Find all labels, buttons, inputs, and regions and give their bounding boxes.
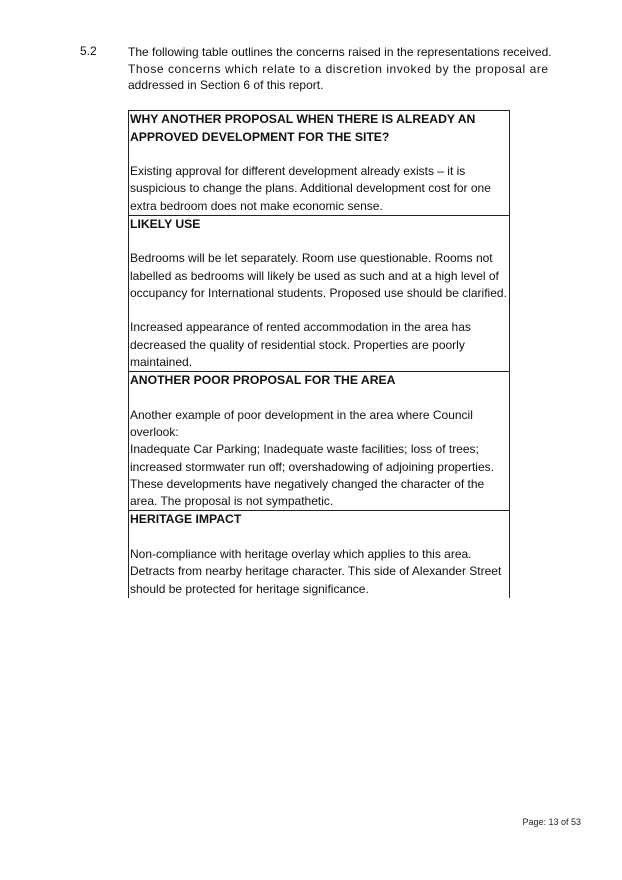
row-3-heading: ANOTHER POOR PROPOSAL FOR THE AREA [130,373,396,388]
concerns-table [128,110,510,598]
table-row-2 [129,216,509,372]
row-1-paragraph-1: Existing approval for different development already exists – it is suspicious to change the plans. Additional development cost for one extra bedroom does not make economic sense. [130,164,491,213]
section-number: 5.2 [80,44,97,58]
row-2-heading: LIKELY USE [130,216,201,231]
row-3-paragraph-1: Another example of poor development in the area where Council overlook: [130,407,473,439]
row-1-heading [129,111,509,146]
page-number: Page: 13 of 53 [522,817,581,827]
intro-line-3: addressed in Section 6 of this report. [128,78,324,92]
row-1-heading-line-1: WHY ANOTHER PROPOSAL WHEN THERE IS ALREADY AN [130,112,476,126]
row-3-paragraph-2: Inadequate Car Parking; Inadequate waste facilities; loss of trees; increased stormwater run off; overshadowing of adjoining properties. These developments have negatively changed the character of the area. The proposal is not sympathetic. [130,442,494,509]
row-2-paragraph-1: Bedrooms will be let separately. Room use questionable. Rooms not labelled as bedrooms will likely be used as such and at a high level of occupancy for International students. Proposed use should be clarified. [130,251,507,300]
row-1-heading-line-2: APPROVED DEVELOPMENT FOR THE SITE? [130,129,390,144]
table-row-1 [129,111,509,216]
intro-line-1: The following table outlines the concerns raised in the representations received. [128,45,552,59]
table-row-3 [129,372,509,511]
row-2-paragraph-2: Increased appearance of rented accommodation in the area has decreased the quality of residential stock. Properties are poorly maintained. [130,320,471,369]
intro-line-2: Those concerns which relate to a discretion invoked by the proposal are [128,61,549,76]
row-4-heading: HERITAGE IMPACT [130,512,242,527]
table-row-4 [129,511,509,597]
section-intro [128,44,580,94]
row-4-paragraph-1: Non-compliance with heritage overlay which applies to this area. Detracts from nearby heritage character. This side of Alexander Street should be protected for heritage significance. [130,546,502,596]
